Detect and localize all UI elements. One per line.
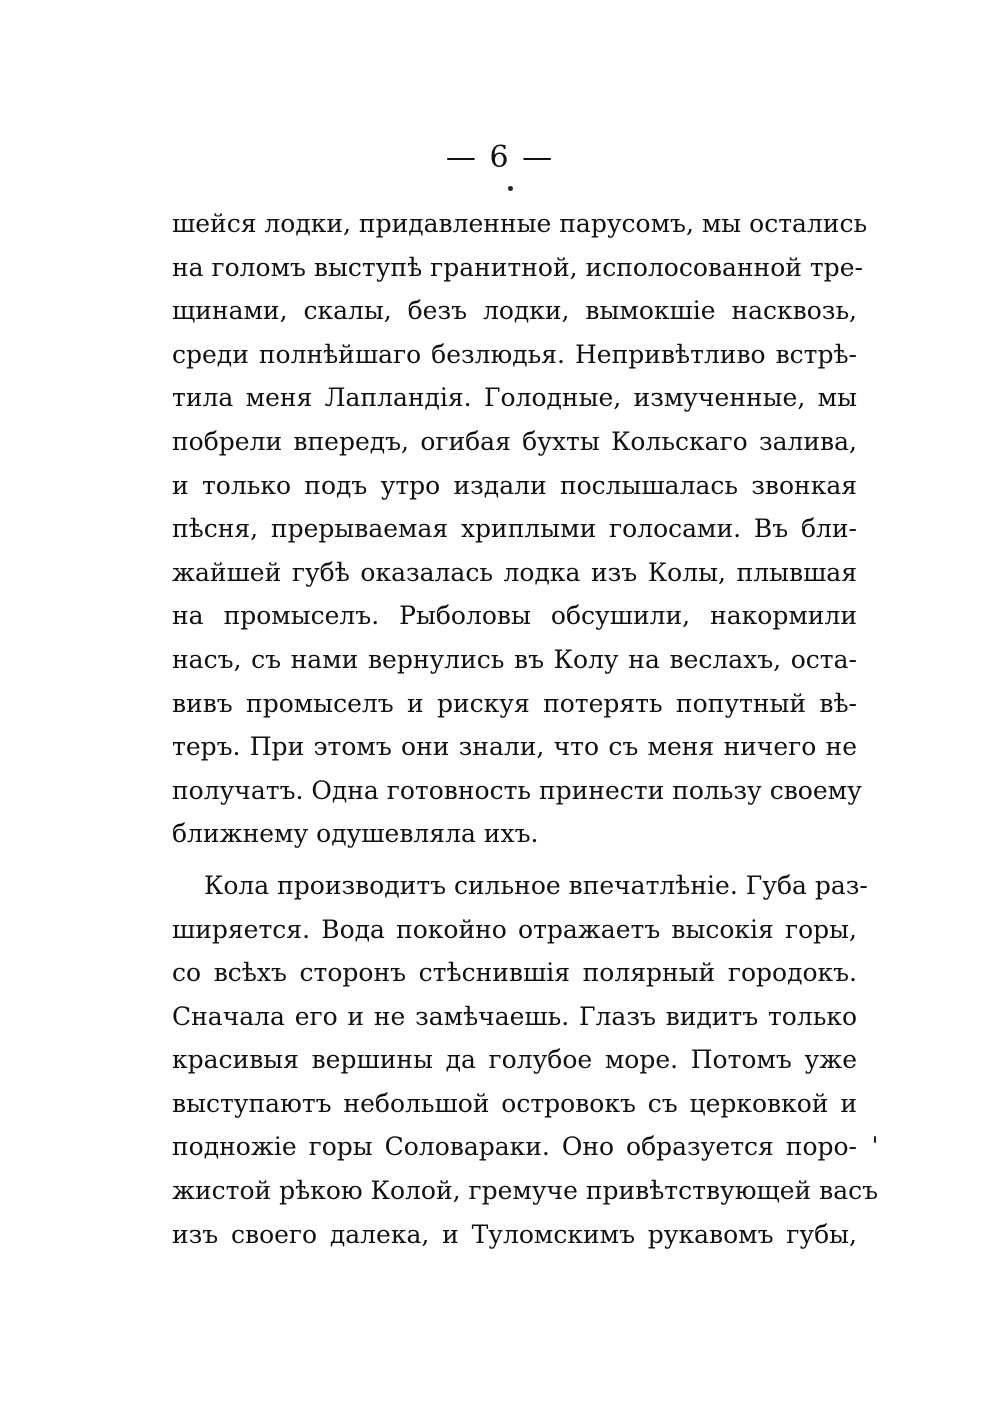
text-line: щинами, скалы, безъ лодки, вымокшіе насквозь, (172, 296, 857, 326)
text-line: насъ, съ нами вернулись въ Колу на веслахъ, оста- (172, 644, 857, 674)
text-line: пѣсня, прерываемая хриплыми голосами. Въ бли- (172, 514, 857, 544)
text-line: Сначала его и не замѣчаешь. Глазъ видитъ только (172, 1001, 857, 1031)
paragraph-gap (172, 856, 857, 864)
print-speck (874, 1136, 876, 1143)
text-line: и только подъ утро издали послышалась звонкая (172, 470, 857, 500)
page-number: — 6 — (445, 140, 555, 175)
text-line: красивыя вершины да голубое море. Потомъ уже (172, 1045, 857, 1075)
paragraph-2 (172, 864, 879, 1256)
body-text (172, 202, 879, 1256)
text-line: на промыселъ. Рыболовы обсушили, накормили (172, 601, 857, 631)
text-line: на голомъ выступѣ гранитной, исполосованной тре- (172, 252, 863, 282)
text-line: Кола производитъ сильное впечатлѣніе. Губа раз- (204, 870, 868, 900)
paragraph-1 (172, 202, 868, 856)
text-line: жайшей губѣ оказалась лодка изъ Колы, плывшая (172, 557, 857, 587)
text-line: тила меня Лапландія. Голодные, измученные, мы (172, 383, 857, 413)
text-line: выступаютъ небольшой островокъ съ церковкой и (172, 1088, 857, 1118)
print-speck (508, 186, 513, 191)
text-line: побрели впередъ, огибая бухты Кольскаго залива, (172, 426, 857, 456)
text-line: изъ своего далека, и Туломскимъ рукавомъ губы, (172, 1219, 857, 1249)
text-line: со всѣхъ сторонъ стѣснившія полярный городокъ. (172, 958, 857, 988)
text-line: получатъ. Одна готовность принести пользу своему (172, 775, 862, 805)
text-line: шейся лодки, придавленные парусомъ, мы остались (172, 209, 868, 238)
text-line: ширяется. Вода покойно отражаетъ высокія горы, (172, 914, 857, 944)
text-line: ближнему одушевляла ихъ. (172, 819, 539, 849)
text-line: вивъ промыселъ и рискуя потерять попутный вѣ- (172, 688, 857, 718)
text-line: среди полнѣйшаго безлюдья. Непривѣтливо встрѣ- (172, 339, 857, 369)
text-line: теръ. При этомъ они знали, что съ меня ничего не (172, 732, 857, 762)
text-line: подножіе горы Соловараки. Оно образуется поро- (172, 1132, 857, 1162)
text-line: жистой рѣкою Колой, гремуче привѣтствующей васъ (172, 1176, 879, 1206)
